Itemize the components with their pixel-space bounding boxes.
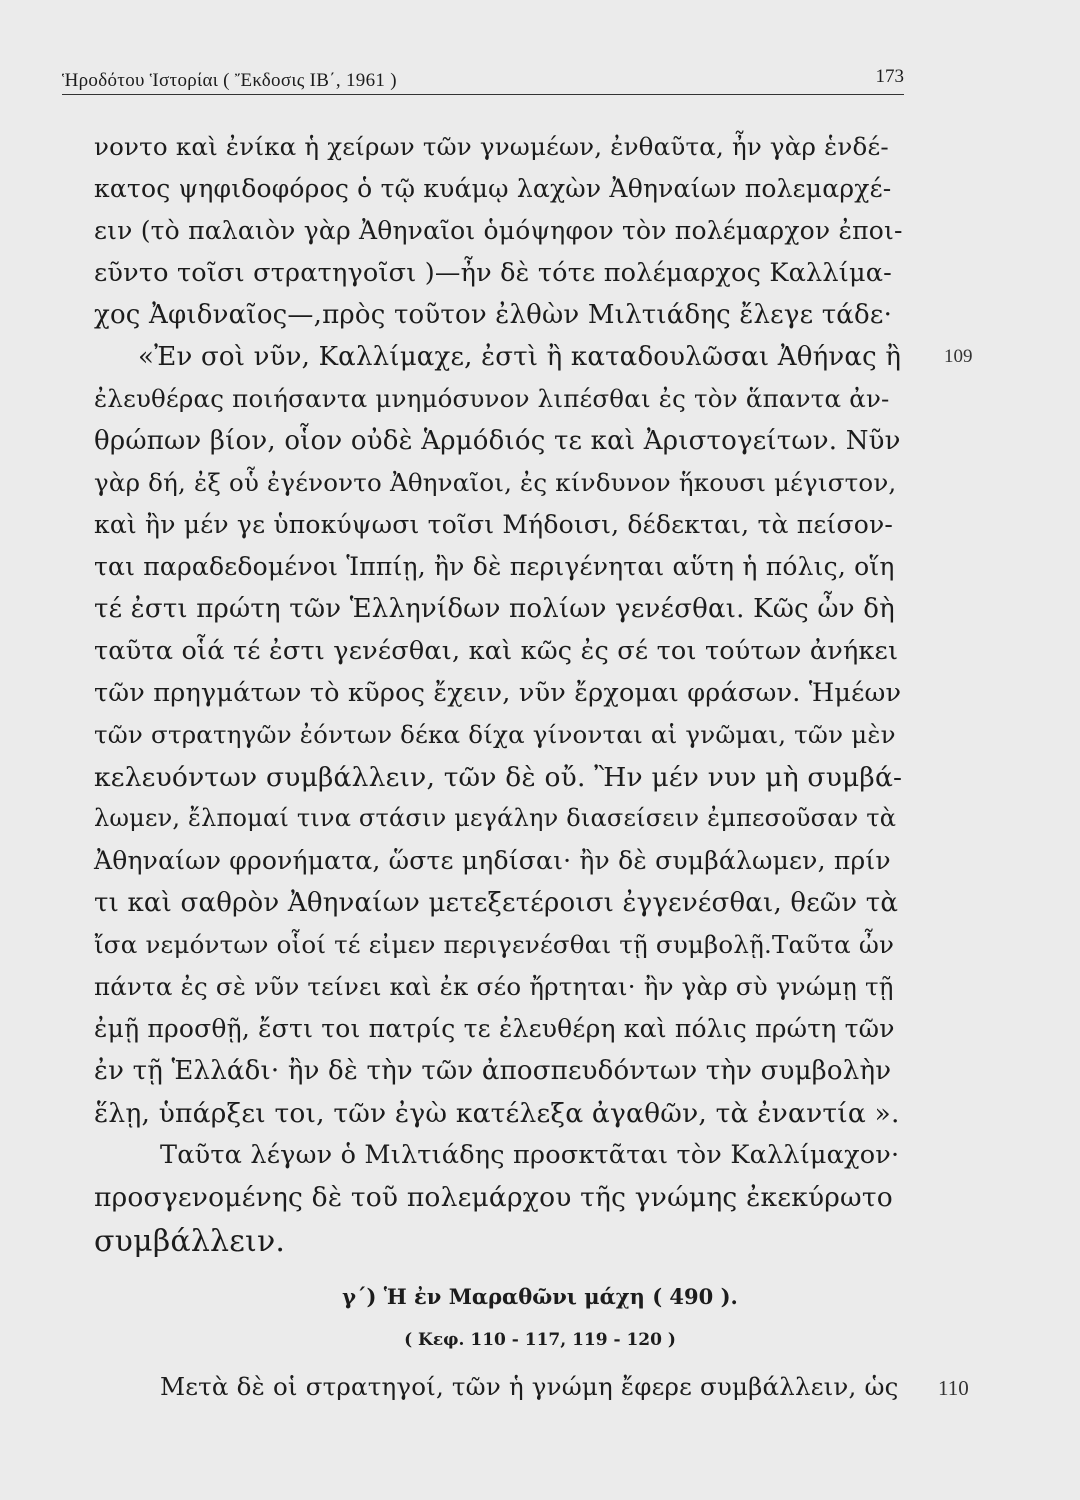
- text-line: ἐλευθέρας ποιήσαντα μνημόσυνον λιπέσθαι ἐς τὸν ἅπαντα ἀν-: [94, 384, 890, 413]
- section-reference: ( Κεφ. 110 - 117, 119 - 120 ): [404, 1330, 676, 1350]
- text-line: τι καὶ σαθρὸν Ἀθηναίων μετεξετέροισι ἐγγενέσθαι, θεῶν τὰ: [94, 888, 899, 918]
- text-line: ἕλῃ, ὑπάρξει τοι, τῶν ἐγὼ κατέλεξα ἀγαθῶν, τὰ ἐναντία ».: [94, 1098, 900, 1129]
- text-line: εῦντο τοῖσι στρατηγοῖσι )—ἦν δὲ τότε πολέμαρχος Καλλίμα-: [94, 258, 892, 288]
- margin-number: 110: [938, 1376, 969, 1400]
- text-line: θρώπων βίον, οἷον οὐδὲ Ἁρμόδιός τε καὶ Ἀριστογείτων. Νῦν: [94, 426, 901, 456]
- running-header: [62, 64, 904, 95]
- text-line: ειν (τὸ παλαιὸν γὰρ Ἀθηναῖοι ὁμόψηφον τὸν πολέμαρχον ἐποι-: [94, 216, 903, 245]
- text-line: Ἀθηναίων φρονήματα, ὥστε μηδίσαι· ἢν δὲ συμβάλωμεν, πρίν: [94, 846, 891, 875]
- text-line: τῶν πρηγμάτων τὸ κῦρος ἔχειν, νῦν ἔρχομαι φράσων. Ἡμέων: [94, 678, 902, 708]
- text-line: χος Ἀφιδναῖος—,πρὸς τοῦτον ἐλθὼν Μιλτιάδης ἔλεγε τάδε·: [94, 300, 893, 330]
- text-line: συμβάλλειν.: [94, 1224, 286, 1259]
- text-line: κατος ψηφιδοφόρος ὁ τῷ κυάμῳ λαχὼν Ἀθηναίων πολεμαρχέ-: [94, 174, 892, 203]
- text-line: τέ ἐστι πρώτη τῶν Ἑλληνίδων πολίων γενέσθαι. Κῶς ὦν δὴ: [94, 594, 895, 624]
- text-line: προσγενομένης δὲ τοῦ πολεμάρχου τῆς γνώμης ἐκεκύρωτο: [94, 1182, 893, 1213]
- header-title: Ἡροδότου Ἱστορίαι ( Ἔκδοσις ΙΒ΄, 1961 ): [62, 70, 397, 91]
- text-line: ἴσα νεμόντων οἷοί τέ εἰμεν περιγενέσθαι τῇ συμβολῇ.Ταῦτα ὦν: [94, 930, 895, 959]
- text-line: ταῦτα οἷά τέ ἐστι γενέσθαι, καὶ κῶς ἐς σέ τοι τούτων ἀνήκει: [94, 636, 899, 666]
- text-line: ἐμῇ προσθῇ, ἔστι τοι πατρίς τε ἐλευθέρη καὶ πόλις πρώτη τῶν: [94, 1014, 895, 1043]
- text-line: τῶν στρατηγῶν ἐόντων δέκα δίχα γίνονται αἱ γνῶμαι, τῶν μὲν: [94, 720, 896, 749]
- page-number: 173: [875, 66, 904, 87]
- text-line: «Ἐν σοὶ νῦν, Καλλίμαχε, ἐστὶ ἢ καταδουλῶσαι Ἀθήνας ἢ: [138, 342, 902, 372]
- text-line: καὶ ἢν μέν γε ὑποκύψωσι τοῖσι Μήδοισι, δέδεκται, τὰ πείσον-: [94, 510, 894, 539]
- text-line: Μετὰ δὲ οἱ στρατηγοί, τῶν ἡ γνώμη ἔφερε συμβάλλειν, ὡς: [160, 1372, 899, 1401]
- text-line: λωμεν, ἔλπομαί τινα στάσιν μεγάλην διασείσειν ἐμπεσοῦσαν τὰ: [94, 804, 897, 832]
- text-line: κελευόντων συμβάλλειν, τῶν δὲ οὔ. Ἢν μέν νυν μὴ συμβά-: [94, 762, 903, 793]
- text-line: πάντα ἐς σὲ νῦν τείνει καὶ ἐκ σέο ἤρτηται· ἢν γὰρ σὺ γνώμῃ τῇ: [94, 972, 894, 1001]
- text-line: ται παραδεδομένοι Ἱππίῃ, ἢν δὲ περιγένηται αὕτη ἡ πόλις, οἵη: [94, 552, 895, 581]
- text-line: ἐν τῇ Ἑλλάδι· ἢν δὲ τὴν τῶν ἀποσπευδόντων τὴν συμβολὴν: [94, 1056, 892, 1086]
- margin-number: 109: [944, 346, 973, 367]
- text-line: Ταῦτα λέγων ὁ Μιλτιάδης προσκτᾶται τὸν Καλλίμαχον·: [160, 1140, 900, 1170]
- text-line: γὰρ δή, ἐξ οὗ ἐγένοντο Ἀθηναῖοι, ἐς κίνδυνον ἥκουσι μέγιστον,: [94, 468, 897, 497]
- text-line: νοντο καὶ ἐνίκα ἡ χείρων τῶν γνωμέων, ἐνθαῦτα, ἦν γὰρ ἑνδέ-: [94, 132, 889, 161]
- section-heading: γ΄) Ἡ ἐν Μαραθῶνι μάχη ( 490 ).: [342, 1284, 738, 1309]
